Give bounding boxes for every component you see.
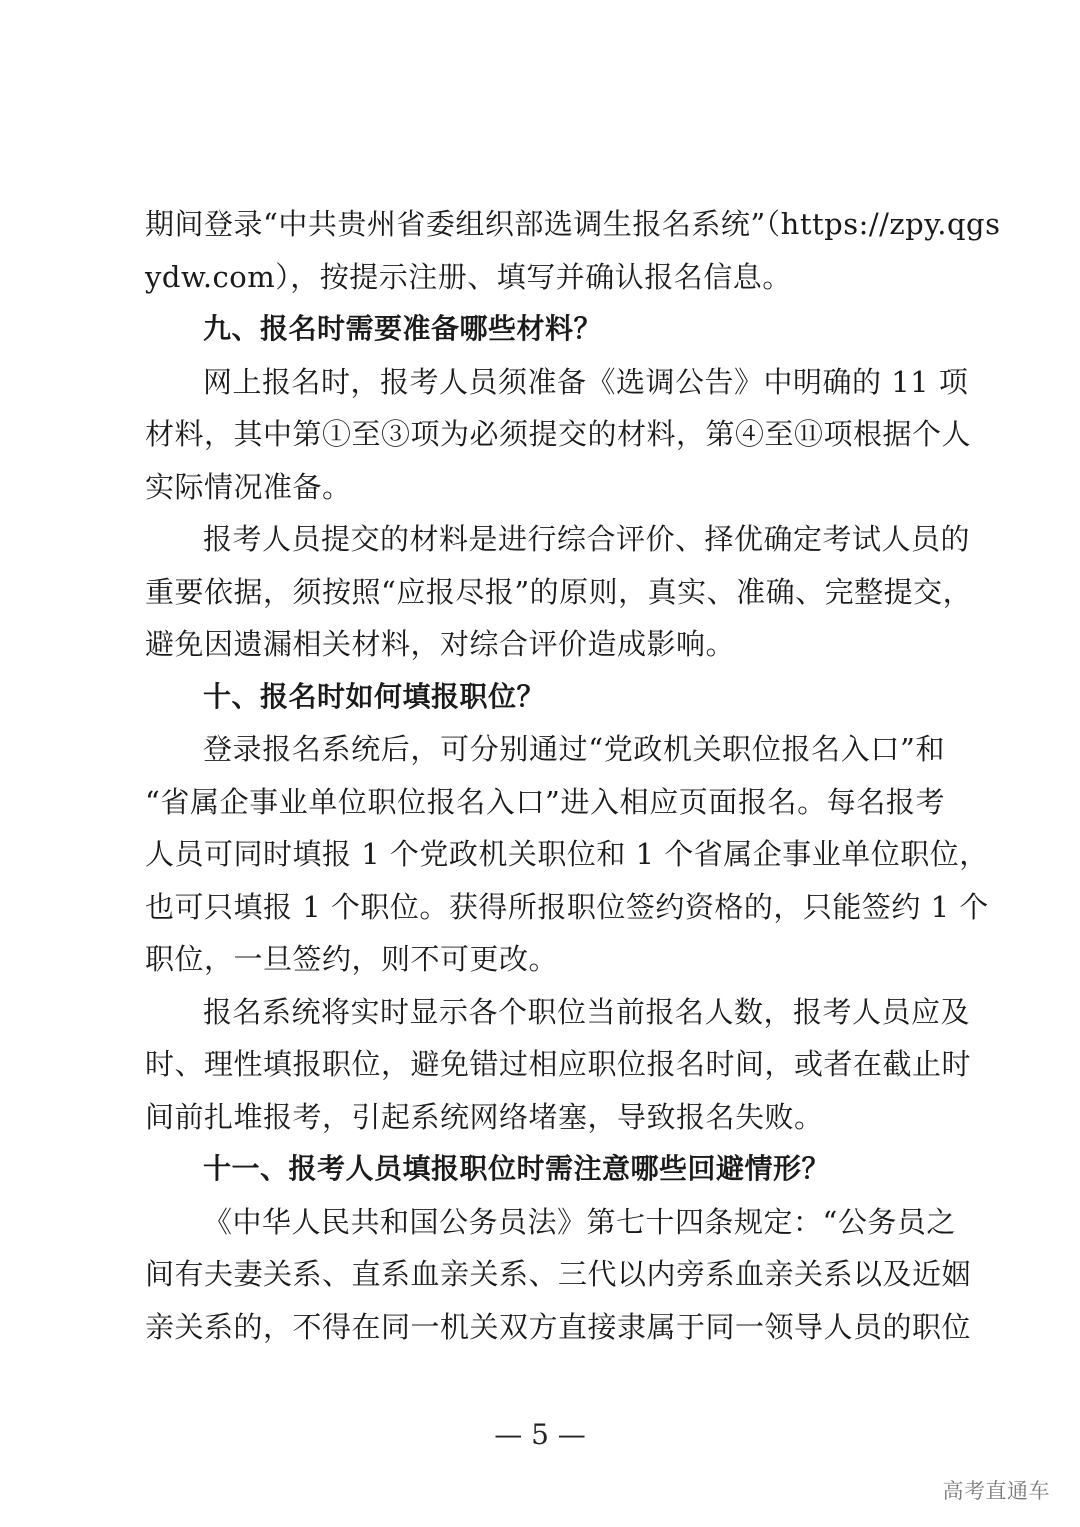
document-page bbox=[145, 198, 1001, 1353]
body-line: 人员可同时填报 1 个党政机关职位和 1 个省属企事业单位职位， bbox=[145, 837, 989, 871]
section-heading-9: 九、报名时需要准备哪些材料？ bbox=[203, 312, 603, 345]
body-line: 职位，一旦签约，则不可更改。 bbox=[145, 942, 559, 976]
body-line: 亲关系的，不得在同一机关双方直接隶属于同一领导人员的职位 bbox=[145, 1309, 972, 1344]
body-line: 登录报名系统后，可分别通过“党政机关职位报名入口”和 bbox=[203, 732, 945, 766]
body-line: 《中华人民共和国公务员法》第七十四条规定：“公务员之 bbox=[203, 1204, 956, 1239]
body-line: 期间登录“中共贵州省委组织部选调生报名系统”（https://zpy.qgs bbox=[145, 207, 1001, 241]
body-line: 避免因遗漏相关材料，对综合评价造成影响。 bbox=[145, 627, 736, 661]
body-line: ydw.com），按提示注册、填写并确认报名信息。 bbox=[145, 259, 792, 294]
body-line: 间有夫妻关系、直系血亲关系、三代以内旁系血亲关系以及近姻 bbox=[145, 1257, 972, 1291]
body-line: 时、理性填报职位，避免错过相应职位报名时间，或者在截止时 bbox=[145, 1047, 972, 1081]
section-heading-10: 十、报名时如何填报职位？ bbox=[203, 679, 546, 713]
page-number: — 5 — bbox=[494, 1418, 586, 1451]
section-heading-11: 十一、报考人员填报职位时需注意哪些回避情形？ bbox=[203, 1152, 831, 1185]
body-line: “省属企事业单位职位报名入口”进入相应页面报名。每名报考 bbox=[145, 784, 945, 819]
body-line: 网上报名时，报考人员须准备《选调公告》中明确的 11 项 bbox=[203, 364, 969, 399]
body-line: 报考人员提交的材料是进行综合评价、择优确定考试人员的 bbox=[203, 522, 971, 556]
body-line: 报名系统将实时显示各个职位当前报名人数，报考人员应及 bbox=[203, 994, 971, 1029]
body-line: 也可只填报 1 个职位。获得所报职位签约资格的，只能签约 1 个 bbox=[145, 889, 989, 924]
body-line: 间前扎堆报考，引起系统网络堵塞，导致报名失败。 bbox=[145, 1099, 824, 1134]
watermark: 高考直通车 bbox=[942, 1479, 1050, 1503]
body-line: 材料，其中第①至③项为必须提交的材料，第④至⑪项根据个人 bbox=[145, 417, 972, 451]
body-line: 重要依据，须按照“应报尽报”的原则，真实、准确、完整提交， bbox=[145, 574, 973, 609]
body-line: 实际情况准备。 bbox=[145, 469, 352, 504]
